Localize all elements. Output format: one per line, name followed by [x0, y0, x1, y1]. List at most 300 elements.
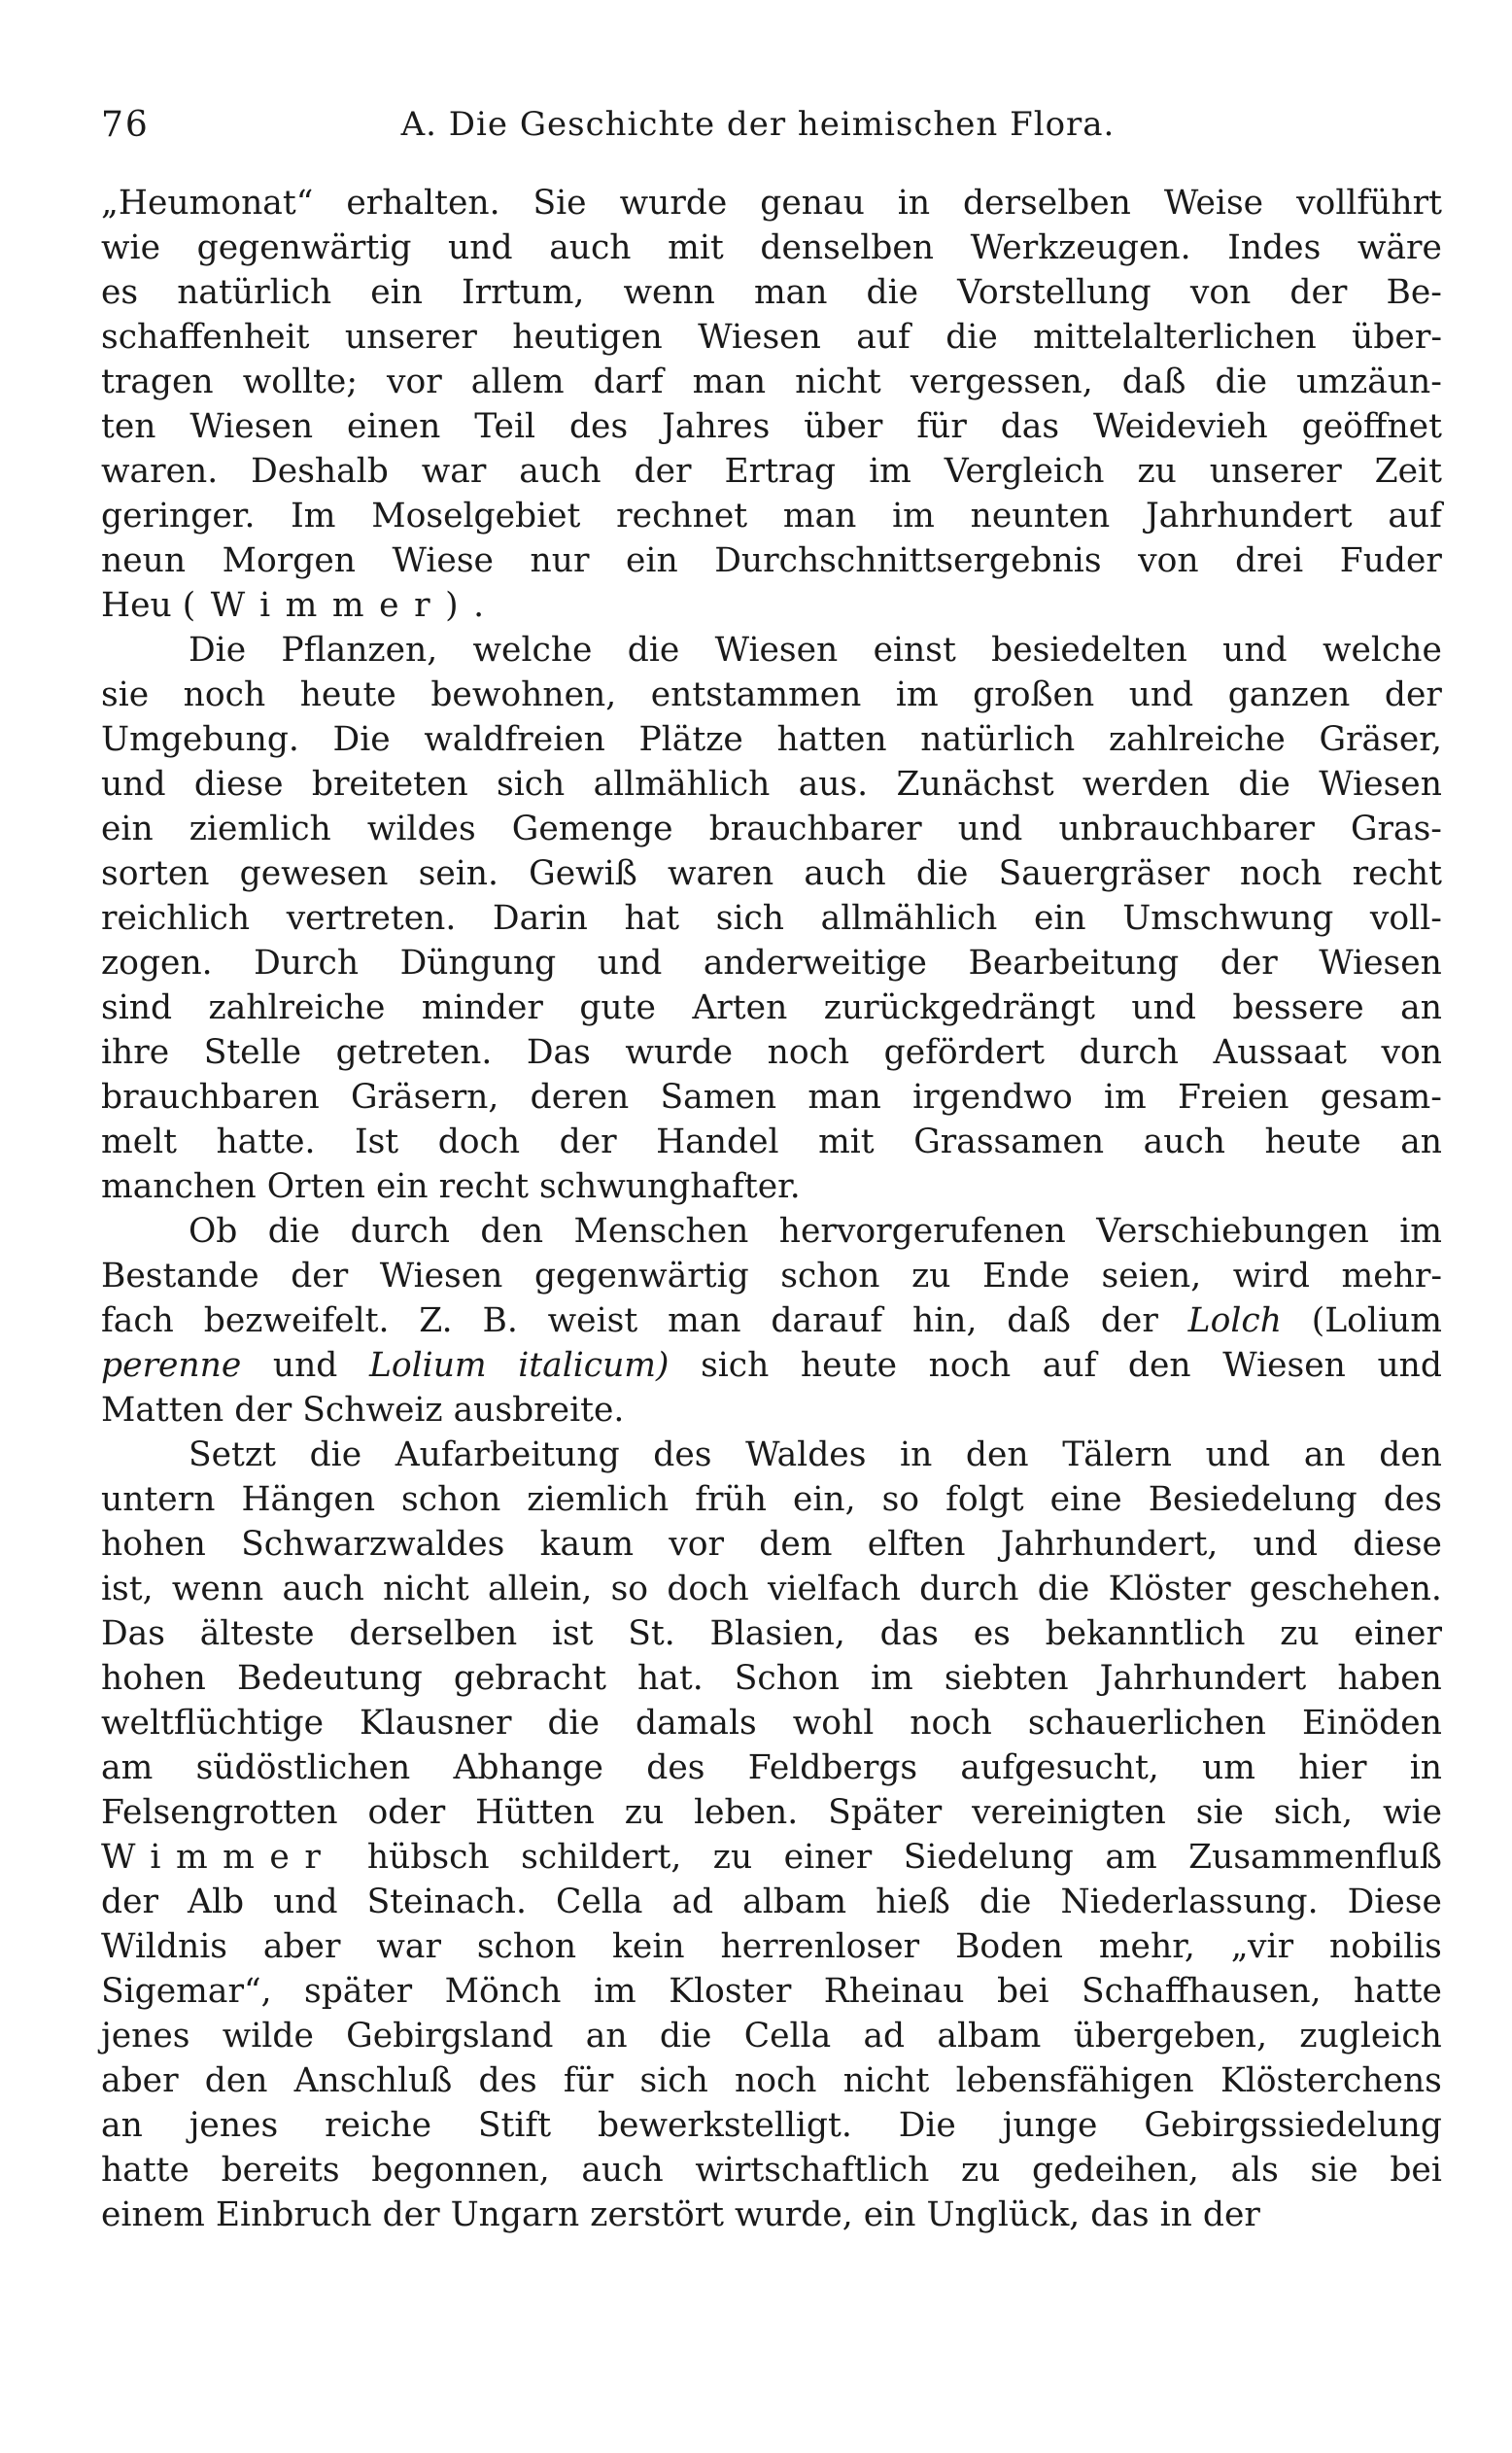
text-line: [101, 628, 1442, 673]
text-line: [101, 2148, 1442, 2193]
word: derselben: [963, 184, 1131, 223]
word: Wiesen: [1222, 1346, 1346, 1385]
word: Aussaat: [1213, 1033, 1347, 1072]
word: auch: [1143, 1123, 1226, 1161]
word: deren: [530, 1078, 630, 1117]
word: oder: [367, 1793, 446, 1832]
word: ausbreite.: [453, 1391, 625, 1430]
word: rechnet: [616, 497, 748, 536]
word: schauerlichen: [1027, 1704, 1267, 1743]
word: bekanntlich: [1045, 1614, 1246, 1653]
word: südöstlichen: [195, 1748, 411, 1787]
body-text: [101, 181, 1442, 2237]
text-line: [101, 2058, 1442, 2103]
word: seien,: [1101, 1257, 1202, 1296]
word: Heu: [101, 586, 172, 625]
word: großen: [973, 675, 1095, 714]
word: aufgesucht,: [960, 1748, 1159, 1787]
word: fach: [101, 1301, 174, 1340]
word: Sauergräser: [998, 854, 1210, 893]
word: die: [1215, 363, 1268, 401]
word: Niederlassung.: [1060, 1883, 1319, 1921]
text-line: [101, 1567, 1442, 1611]
word: Arten: [692, 988, 788, 1027]
word: Wiesen: [714, 631, 839, 670]
word: Das: [526, 1033, 591, 1072]
word: recht: [1352, 854, 1442, 893]
word: herrenloser: [720, 1927, 920, 1966]
word: siebten: [944, 1659, 1069, 1698]
word: darauf: [771, 1301, 883, 1340]
word: Lolium: [368, 1346, 487, 1385]
running-head: A. Die Geschichte der heimischen Flora.: [400, 105, 1116, 144]
text-line: [101, 494, 1442, 538]
word: elften: [867, 1525, 966, 1564]
word: Irrtum,: [462, 273, 585, 312]
word: hat: [624, 899, 680, 938]
text-line: [101, 1164, 1442, 1209]
text-line: [101, 673, 1442, 717]
word: Weise: [1163, 184, 1264, 223]
word: auf: [1388, 497, 1442, 536]
word: kaum: [539, 1525, 635, 1564]
word: bezweifelt.: [203, 1301, 390, 1340]
word: bessere: [1232, 988, 1364, 1027]
text-line: [101, 449, 1442, 494]
word: Gebirgsland: [346, 2017, 554, 2056]
word: ist,: [101, 1570, 154, 1608]
word: recht: [438, 1167, 529, 1206]
word: für: [916, 407, 967, 446]
word: Orten: [266, 1167, 365, 1206]
word: im: [871, 1659, 913, 1698]
word: gegenwärtig: [533, 1257, 749, 1296]
word: brauchbaren: [101, 1078, 320, 1117]
word: bei: [1390, 2151, 1442, 2190]
word: ad: [671, 1883, 714, 1921]
word: doch: [667, 1570, 749, 1608]
word: war: [421, 452, 487, 491]
word: untern: [101, 1480, 216, 1519]
word: auf: [856, 318, 911, 357]
word: auch: [581, 2151, 664, 2190]
word: Diese: [1347, 1883, 1442, 1921]
word: Gewiß: [529, 854, 637, 893]
word: in: [897, 184, 931, 223]
word: auch: [282, 1570, 364, 1608]
word: die: [659, 2017, 712, 2056]
text-line: [101, 1343, 1442, 1388]
text-line: [101, 1254, 1442, 1298]
word: jenes: [189, 2106, 279, 2145]
word: einen: [346, 407, 441, 446]
word: für: [563, 2061, 614, 2100]
word: der: [382, 2195, 440, 2234]
word: es: [973, 1614, 1011, 1653]
word: Plätze: [638, 720, 743, 759]
word: und: [1377, 1346, 1442, 1385]
word: und: [1128, 675, 1194, 714]
word: Vergleich: [944, 452, 1105, 491]
word: Jahrhundert: [1145, 497, 1353, 536]
text-line: [101, 1522, 1442, 1567]
word: von: [1138, 541, 1199, 580]
word: durch: [919, 1570, 1019, 1608]
text-line: [101, 1120, 1442, 1164]
word: darf: [593, 363, 664, 401]
word: derselben: [349, 1614, 518, 1653]
word: Gebirgssiedelung: [1144, 2106, 1442, 2145]
word: vereinigten: [972, 1793, 1166, 1832]
word: genau: [760, 184, 865, 223]
word: sich: [701, 1346, 770, 1385]
word: Verschiebungen: [1096, 1212, 1369, 1251]
word: über-: [1352, 318, 1442, 357]
text-line: [101, 1880, 1442, 1924]
word: Besiedelung: [1148, 1480, 1357, 1519]
word: begonnen,: [371, 2151, 550, 2190]
word: sich: [715, 899, 785, 938]
text-line: [101, 2014, 1442, 2058]
word: brauchbarer: [708, 810, 922, 848]
word: die: [309, 1435, 362, 1474]
word: schon: [476, 1927, 577, 1966]
word: des: [478, 2061, 537, 2100]
word: Gemenge: [511, 810, 673, 848]
word: hübsch: [366, 1838, 490, 1877]
word: hatte.: [216, 1123, 316, 1161]
word: Anschluß: [293, 2061, 453, 2100]
word: Tälern: [1062, 1435, 1173, 1474]
word: wie: [1383, 1793, 1442, 1832]
word: Freien: [1177, 1078, 1289, 1117]
word: einem: [101, 2195, 205, 2234]
word: war: [376, 1927, 441, 1966]
word: Be-: [1386, 273, 1442, 312]
word: die: [1037, 1570, 1090, 1608]
word: reichlich: [101, 899, 251, 938]
word: Klösterchens: [1220, 2061, 1442, 2100]
word: bereits: [221, 2151, 340, 2190]
word: vollführt: [1296, 184, 1442, 223]
text-line: [101, 1924, 1442, 1969]
word: Rheinau: [823, 1972, 965, 2011]
word: und: [1222, 631, 1288, 670]
word: Bearbeitung: [968, 944, 1180, 983]
word: reiche: [325, 2106, 431, 2145]
word: nicht: [795, 363, 881, 401]
word: eine: [1049, 1480, 1122, 1519]
word: damals: [636, 1704, 757, 1743]
word: der: [1220, 944, 1278, 983]
word: Bestande: [101, 1257, 259, 1296]
word: vielfach: [768, 1570, 901, 1608]
word: einer: [783, 1838, 873, 1877]
word: das: [1090, 2195, 1150, 2234]
word: älteste: [199, 1614, 315, 1653]
text-line: [101, 360, 1442, 404]
word: hatte: [101, 2151, 189, 2190]
word: kein: [612, 1927, 685, 1966]
word: um: [1202, 1748, 1255, 1787]
word: natürlich: [177, 273, 332, 312]
word: drei: [1235, 541, 1304, 580]
text-line: [101, 1209, 1442, 1254]
word: der: [1202, 2195, 1260, 2234]
word: ganzen: [1227, 675, 1351, 714]
word: die: [866, 273, 919, 312]
word: Einöden: [1302, 1704, 1442, 1743]
word: Das: [101, 1614, 165, 1653]
text-line: [101, 1656, 1442, 1701]
word: den: [204, 2061, 268, 2100]
word: heute: [800, 1346, 898, 1385]
word: Wiesen: [1319, 765, 1442, 804]
word: der: [559, 1123, 617, 1161]
word: unserer: [344, 318, 477, 357]
word: heutigen: [512, 318, 663, 357]
word: aber: [262, 1927, 341, 1966]
word: die: [547, 1704, 601, 1743]
word: und: [273, 1883, 338, 1921]
word: hohen: [101, 1659, 206, 1698]
word: der: [1289, 273, 1348, 312]
word: sie: [1310, 2151, 1358, 2190]
word: das: [1000, 407, 1060, 446]
word: des: [646, 1748, 705, 1787]
word: man: [808, 1078, 881, 1117]
text-line: [101, 2193, 1442, 2237]
word: perenne: [101, 1346, 242, 1385]
word: waren.: [101, 452, 219, 491]
word: Teil: [474, 407, 536, 446]
word: die: [1238, 765, 1290, 804]
word: einst: [873, 631, 956, 670]
word: vergessen,: [910, 363, 1093, 401]
word: und: [101, 765, 166, 804]
text-line: [101, 1790, 1442, 1835]
word: ziemlich: [527, 1480, 670, 1519]
word: sie: [101, 675, 150, 714]
word: gebracht: [453, 1659, 606, 1698]
word: des: [653, 1435, 712, 1474]
word: Durchschnittsergebnis: [714, 541, 1102, 580]
word: übergeben,: [1073, 2017, 1268, 2056]
word: so: [610, 1570, 649, 1608]
word: nicht: [842, 2061, 930, 2100]
word: Indes: [1227, 228, 1322, 267]
word: den: [1379, 1435, 1442, 1474]
word: vor: [387, 363, 442, 401]
word: über: [804, 407, 883, 446]
word: sind: [101, 988, 173, 1027]
word: schon: [780, 1257, 880, 1296]
word: Die: [332, 720, 391, 759]
text-line: [101, 807, 1442, 851]
word: zu: [1137, 452, 1177, 491]
word: ad: [863, 2017, 906, 2056]
word: zu: [1280, 1614, 1320, 1653]
word: zu: [712, 1838, 753, 1877]
word: hervorgerufenen: [778, 1212, 1066, 1251]
word: wurde,: [735, 2195, 853, 2234]
word: geschehen.: [1249, 1570, 1442, 1608]
word: mit: [668, 228, 724, 267]
word: gefördert: [883, 1033, 1046, 1072]
word: wollte;: [242, 363, 358, 401]
word: ein: [626, 541, 678, 580]
word: Cella: [743, 2017, 832, 2056]
word: Aufarbeitung: [395, 1435, 620, 1474]
text-line: [101, 941, 1442, 985]
text-line: [101, 404, 1442, 449]
word: man: [753, 273, 828, 312]
word: Jahres: [662, 407, 771, 446]
page-number: 76: [101, 105, 150, 145]
word: Ende: [982, 1257, 1070, 1296]
word: manchen: [101, 1167, 257, 1206]
word: Unglück,: [926, 2195, 1081, 2234]
word: weltflüchtige: [101, 1704, 325, 1743]
word: wohl: [792, 1704, 875, 1743]
word: Morgen: [222, 541, 356, 580]
text-line: [101, 762, 1442, 807]
word: welche: [472, 631, 593, 670]
word: breiteten: [311, 765, 468, 804]
text-line: [101, 851, 1442, 896]
word: gedeihen,: [1032, 2151, 1199, 2190]
word: durch: [350, 1212, 451, 1251]
word: Gräser,: [1319, 720, 1442, 759]
word: waldfreien: [424, 720, 605, 759]
word: Stift: [477, 2106, 552, 2145]
word: ein,: [792, 1480, 856, 1519]
word: Schon: [734, 1659, 840, 1698]
word: ein: [375, 1167, 429, 1206]
word: Sigemar“,: [101, 1972, 272, 2011]
word: Hütten: [475, 1793, 595, 1832]
word: getreten.: [335, 1033, 493, 1072]
word: diese: [193, 765, 284, 804]
word: sich: [497, 765, 566, 804]
word: Waldes: [745, 1435, 867, 1474]
word: haben: [1337, 1659, 1442, 1698]
word: aber: [101, 2061, 179, 2100]
text-line: [101, 1388, 1442, 1433]
word: sich: [639, 2061, 708, 2100]
word: Siedelung: [903, 1838, 1074, 1877]
word: gesam-: [1320, 1078, 1442, 1117]
word: Kloster: [669, 1972, 792, 2011]
word: diese: [1353, 1525, 1442, 1564]
word: Wiesen: [379, 1257, 503, 1296]
word: ein: [370, 273, 423, 312]
word: nicht: [383, 1570, 469, 1608]
word: sorten: [101, 854, 210, 893]
word: ein: [1033, 899, 1086, 938]
word: allem: [470, 363, 565, 401]
word: Wiesen: [189, 407, 314, 446]
word: wird: [1232, 1257, 1310, 1296]
word: schaffenheit: [101, 318, 310, 357]
page-header: [101, 105, 1415, 154]
text-line: [101, 896, 1442, 941]
word: im: [1103, 1078, 1147, 1117]
word: ein: [101, 810, 154, 848]
word: Abhange: [453, 1748, 603, 1787]
word: bei: [996, 1972, 1049, 2011]
text-line: [101, 1075, 1442, 1120]
word: zurückgedrängt: [823, 988, 1095, 1027]
word: den: [1127, 1346, 1191, 1385]
word: vor: [669, 1525, 725, 1564]
word: wirtschaftlich: [695, 2151, 930, 2190]
word: sie: [1195, 1793, 1244, 1832]
word: zu: [960, 2151, 1001, 2190]
word: natürlich: [920, 720, 1076, 759]
word: gute: [579, 988, 656, 1027]
word: ziemlich: [189, 810, 331, 848]
word: in: [900, 1435, 933, 1474]
word: man: [692, 363, 767, 401]
word: Deshalb: [251, 452, 389, 491]
word: Blasien,: [709, 1614, 845, 1653]
word: minder: [421, 988, 543, 1027]
word: mehr,: [1098, 1927, 1195, 1966]
word: voll-: [1369, 899, 1442, 938]
word: Fuder: [1339, 541, 1442, 580]
word: denselben: [760, 228, 935, 267]
word: Die: [189, 631, 247, 670]
word: Cella: [555, 1883, 643, 1921]
word: Umschwung: [1122, 899, 1334, 938]
word: vertreten.: [286, 899, 457, 938]
text-line: [101, 583, 1442, 628]
word: des: [568, 407, 629, 446]
word: Felsengrotten: [101, 1793, 338, 1832]
word: und: [1253, 1525, 1319, 1564]
word: noch: [735, 2061, 817, 2100]
word: hin,: [911, 1301, 978, 1340]
word: bewerkstelligt.: [597, 2106, 852, 2145]
word: und: [448, 228, 513, 267]
word: Z.: [419, 1301, 453, 1340]
word: Samen: [660, 1078, 777, 1117]
word: Pflanzen,: [281, 631, 438, 670]
text-line: [101, 1611, 1442, 1656]
word: den: [965, 1435, 1029, 1474]
word: Wildnis: [101, 1927, 227, 1966]
word: Alb: [188, 1883, 245, 1921]
word: Menschen: [573, 1212, 749, 1251]
word: Die: [898, 2106, 956, 2145]
word: Handel: [656, 1123, 779, 1161]
word: (Lolium: [1311, 1301, 1442, 1340]
word: zogen.: [101, 944, 213, 983]
text-line: [101, 538, 1442, 583]
word: Jahrhundert: [1099, 1659, 1307, 1698]
word: leben.: [694, 1793, 799, 1832]
word: daß: [1121, 363, 1186, 401]
text-line: [101, 1030, 1442, 1075]
word: Wiesen: [1319, 944, 1442, 983]
word: bewohnen,: [430, 675, 617, 714]
text-line: [101, 2103, 1442, 2148]
word: Wiesen: [698, 318, 821, 357]
word: weist: [547, 1301, 638, 1340]
word: noch: [910, 1704, 992, 1743]
word: die: [915, 854, 969, 893]
